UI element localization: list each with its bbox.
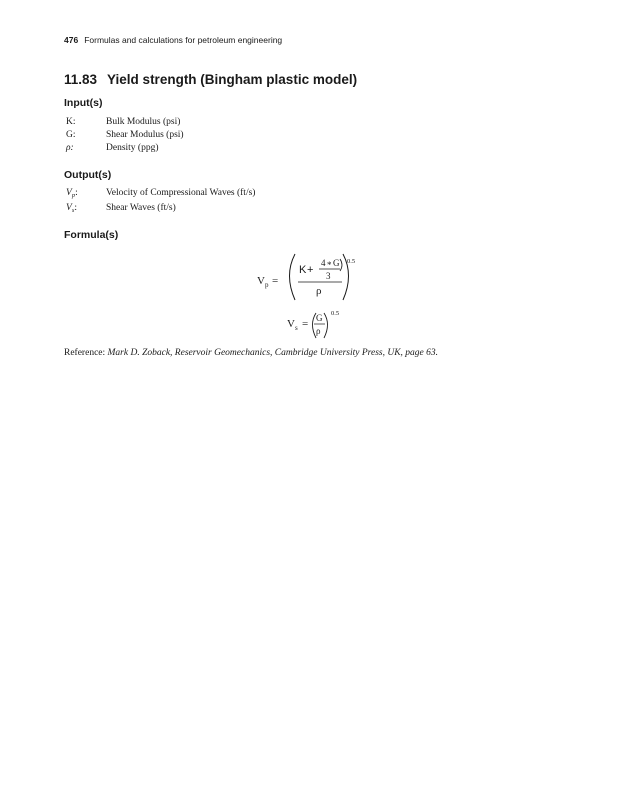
reference-label: Reference: <box>64 348 108 358</box>
vs-num: G <box>316 313 323 323</box>
reference <box>64 348 438 358</box>
output-symbol-subscript: s <box>71 207 75 214</box>
vp-lhs-symbol: V <box>257 275 265 287</box>
output-symbol <box>66 187 106 202</box>
vp-left-paren <box>290 254 296 300</box>
vp-equals: = <box>272 275 279 287</box>
vp-rho: ρ <box>316 285 322 297</box>
inputs-list <box>66 116 184 155</box>
vp-equation <box>257 254 355 300</box>
vs-right-paren <box>324 313 328 338</box>
outputs-heading: Output(s) <box>64 169 112 181</box>
output-symbol-suffix: : <box>75 188 78 198</box>
vp-term-k: K <box>299 264 307 276</box>
vp-lhs-subscript: p <box>265 281 269 289</box>
running-title: Formulas and calculations for petroleum engineering <box>84 35 283 45</box>
inputs-heading: Input(s) <box>64 97 103 109</box>
outputs-list <box>66 187 255 217</box>
vs-equation <box>287 310 339 338</box>
page-number: 476 <box>64 35 79 45</box>
output-item <box>66 187 255 202</box>
output-symbol-letter: V <box>66 188 72 198</box>
input-description: Density (ppg) <box>106 143 159 153</box>
input-symbol: K: <box>66 117 76 127</box>
input-symbol <box>66 142 106 155</box>
vp-inner-paren <box>340 259 342 271</box>
input-symbol-text: ρ: <box>66 143 74 153</box>
vp-denom-3: 3 <box>326 271 331 281</box>
input-item <box>66 116 184 129</box>
vs-equals: = <box>302 318 309 330</box>
section-heading: Yield strength (Bingham plastic model) <box>107 72 358 87</box>
output-symbol-subscript: p <box>71 192 76 199</box>
output-description: Velocity of Compressional Waves (ft/s) <box>106 188 256 198</box>
vp-term-g: G <box>333 258 340 268</box>
output-description: Shear Waves (ft/s) <box>106 203 176 213</box>
input-item <box>66 129 184 142</box>
output-item <box>66 202 255 217</box>
input-description: Shear Modulus (psi) <box>106 130 184 140</box>
section-number: 11.83 <box>64 72 98 87</box>
input-item <box>66 142 184 155</box>
vs-den: ρ <box>316 326 321 336</box>
formulas-heading: Formula(s) <box>64 229 119 241</box>
section-title <box>64 72 357 87</box>
output-symbol <box>66 202 106 217</box>
running-header <box>64 35 282 45</box>
vp-times: * <box>327 260 332 270</box>
vs-exponent: 0.5 <box>331 310 340 317</box>
input-description: Bulk Modulus (psi) <box>106 117 181 127</box>
vp-plus: + <box>307 264 314 276</box>
vs-lhs-subscript: s <box>295 324 298 332</box>
output-symbol-letter: V <box>66 203 72 213</box>
vp-coef: 4 <box>321 258 326 268</box>
reference-citation: Mark D. Zoback, Reservoir Geomechanics, Cambridge University Press, UK, page 63. <box>107 348 439 358</box>
output-symbol-suffix: : <box>74 203 77 213</box>
input-symbol: G: <box>66 130 76 140</box>
vp-exponent: 0.5 <box>347 258 356 265</box>
vs-lhs-symbol: V <box>287 318 295 330</box>
